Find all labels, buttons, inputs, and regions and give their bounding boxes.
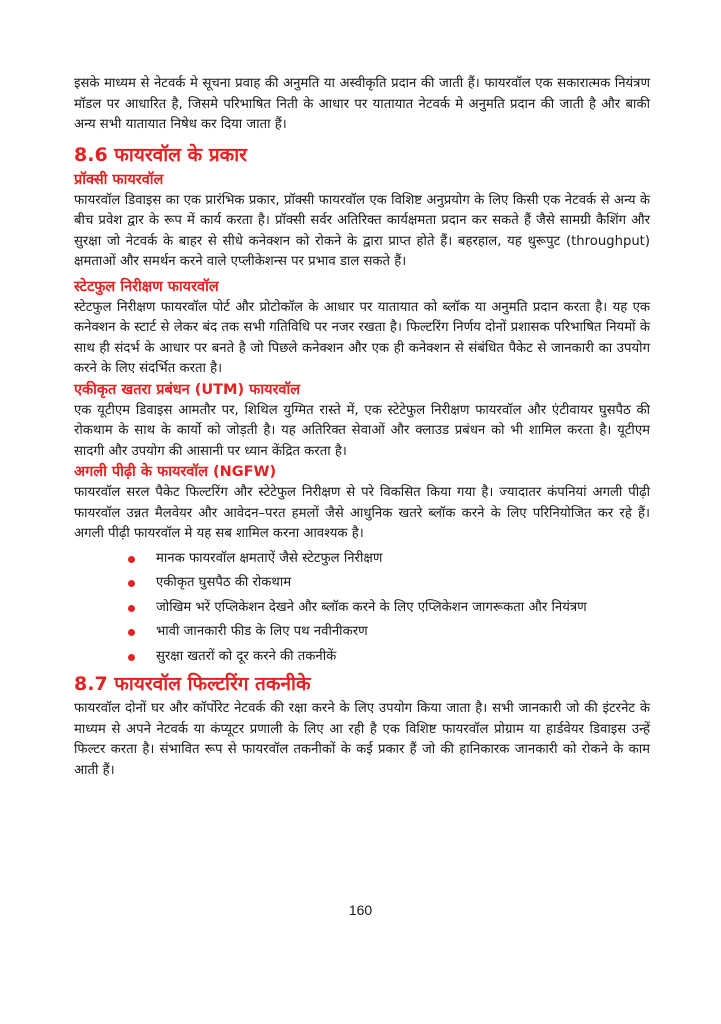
ngfw-paragraph: फायरवॉल सरल पैकेट फिल्टरिंग और स्टेटेफुल निरीक्षण से परे विकसित किया गया है। ज्यादातर कंपनियां अगली पीढ़ी फायरवॉल उन्नत मैलवेयर और आवेदन–परत हमलों जैसे आधुनिक खतरे ब्लॉक करने के लिए परिनियोजित कर रहे हैं। अगली पीढ़ी फायरवॉल मे यह सब शामिल करना आवश्यक है। — [74, 485, 650, 541]
bullet-icon — [128, 605, 135, 612]
list-item — [128, 573, 650, 594]
proxy-firewall-heading: प्रॉक्सी फायरवॉल — [74, 171, 164, 188]
section-8-7-paragraph: फायरवॉल दोनों घर और कॉर्पोरेट नेटवर्क की रक्षा करने के लिए उपयोग किया जाता है। सभी जानकारी जो की इंटरनेट के माध्यम से अपने नेटवर्क या कंप्यूटर प्रणाली के लिए आ रही है एक विशिष्ट फायरवॉल प्रोग्राम या हार्डवेयर डिवाइस उन्हें फिल्टर करता है। संभावित रूप से फायरवॉल तकनीकों के कई प्रकार हैं जो की हानिकारक जानकारी को रोकने के काम आती हैं। — [74, 701, 650, 778]
proxy-firewall-paragraph: फायरवॉल डिवाइस का एक प्रारंभिक प्रकार, प्रॉक्सी फायरवॉल एक विशिष्ट अनुप्रयोग के लिए किसी एक नेटवर्क से अन्य के बीच प्रवेश द्वार के रूप में कार्य करता है। प्रॉक्सी सर्वर अतिरिक्त कार्यक्षमता प्रदान कर सकते हैं जैसे सामग्री कैशिंग और सुरक्षा जो नेटवर्क के बाहर से सीधे कनेक्शन को रोकने के द्वारा प्राप्त होते हैं। बहरहाल, यह थुरूपुट (throughput) क्षमताओं और समर्थन करने वाले एप्लीकेशन्स पर प्रभाव डाल सकते हैं। — [74, 192, 650, 269]
utm-firewall-paragraph: एक यूटीएम डिवाइस आमतौर पर, शिथिल युग्मित रास्ते में, एक स्टेटेफुल निरीक्षण फायरवॉल और एंटीवायर घुसपैठ की रोकथाम के साथ के कार्यो को जोड़ती है। यह अतिरिक्त सेवाओं और क्लाउड प्रबंधन को भी शामिल करता है। यूटीएम सादगी और उपयोग की आसानी पर ध्यान केंद्रित करता है। — [74, 402, 650, 459]
bullet-icon — [128, 556, 135, 563]
document-page — [74, 74, 650, 781]
list-item-text: मानक फायरवॉल क्षमताऐं जैसे स्टेटफुल निरीक्षण — [156, 550, 383, 566]
list-item — [128, 622, 650, 643]
page-number: 160 — [348, 902, 373, 918]
bullet-icon — [128, 654, 135, 661]
list-item — [128, 647, 650, 668]
bullet-icon — [128, 580, 135, 587]
ngfw-heading: अगली पीढ़ी के फायरवॉल (NGFW) — [74, 464, 277, 480]
section-8-7-heading: 8.7 फायरवॉल फिल्टरिंग तकनीके — [74, 673, 311, 695]
stateful-firewall-paragraph: स्टेटफुल निरीक्षण फायरवॉल पोर्ट और प्रोटोकॉल के आधार पर यातायात को ब्लॉक या अनुमति प्रदान करता है। यह एक कनेक्शन के स्टार्ट से लेकर बंद तक सभी गतिविधि पर नजर रखता है। फिल्टरिंग निर्णय दोनों प्रशासक परिभाषित नियमों के साथ ही संदर्भ के आधार पर बनते है जो पिछले कनेक्शन और एक ही कनेक्शन से संबंधित पैकेट से जानकारी का उपयोग करने के लिए संदर्भित करता है। — [74, 299, 650, 376]
list-item-text: एकीकृत घुसपैठ की रोकथाम — [156, 575, 292, 590]
list-item-text: जोखिम भरें एप्लिकेशन देखने और ब्लॉक करने के लिए एप्लिकेशन जागरूकता और नियंत्रण — [156, 599, 587, 615]
intro-paragraph: इसके माध्यम से नेटवर्क मे सूचना प्रवाह की अनुमति या अस्वीकृति प्रदान की जाती हैं। फायरवॉल एक सकारात्मक नियंत्रण मॉडल पर आधारित है, जिसमे परिभाषित निती के आधार पर यातायात नेटवर्क मे अनुमति प्रदान की जाती है और बाकी अन्य सभी यातायात निषेध कर दिया जाता हैं। — [74, 76, 650, 132]
utm-firewall-heading: एकीकृत खतरा प्रबंधन (UTM) फायरवॉल — [74, 381, 301, 398]
bullet-icon — [128, 629, 135, 636]
list-item — [128, 549, 650, 570]
list-item-text: सुरक्षा खतरों को दूर करने की तकनीकें — [156, 648, 337, 664]
list-item — [128, 598, 650, 619]
ngfw-bullet-list — [74, 549, 650, 668]
stateful-firewall-heading: स्टेटफुल निरीक्षण फायरवॉल — [74, 278, 219, 295]
list-item-text: भावी जानकारी फीड के लिए पथ नवीनीकरण — [156, 624, 368, 639]
section-8-6-heading: 8.6 फायरवॉल के प्रकार — [74, 143, 247, 166]
